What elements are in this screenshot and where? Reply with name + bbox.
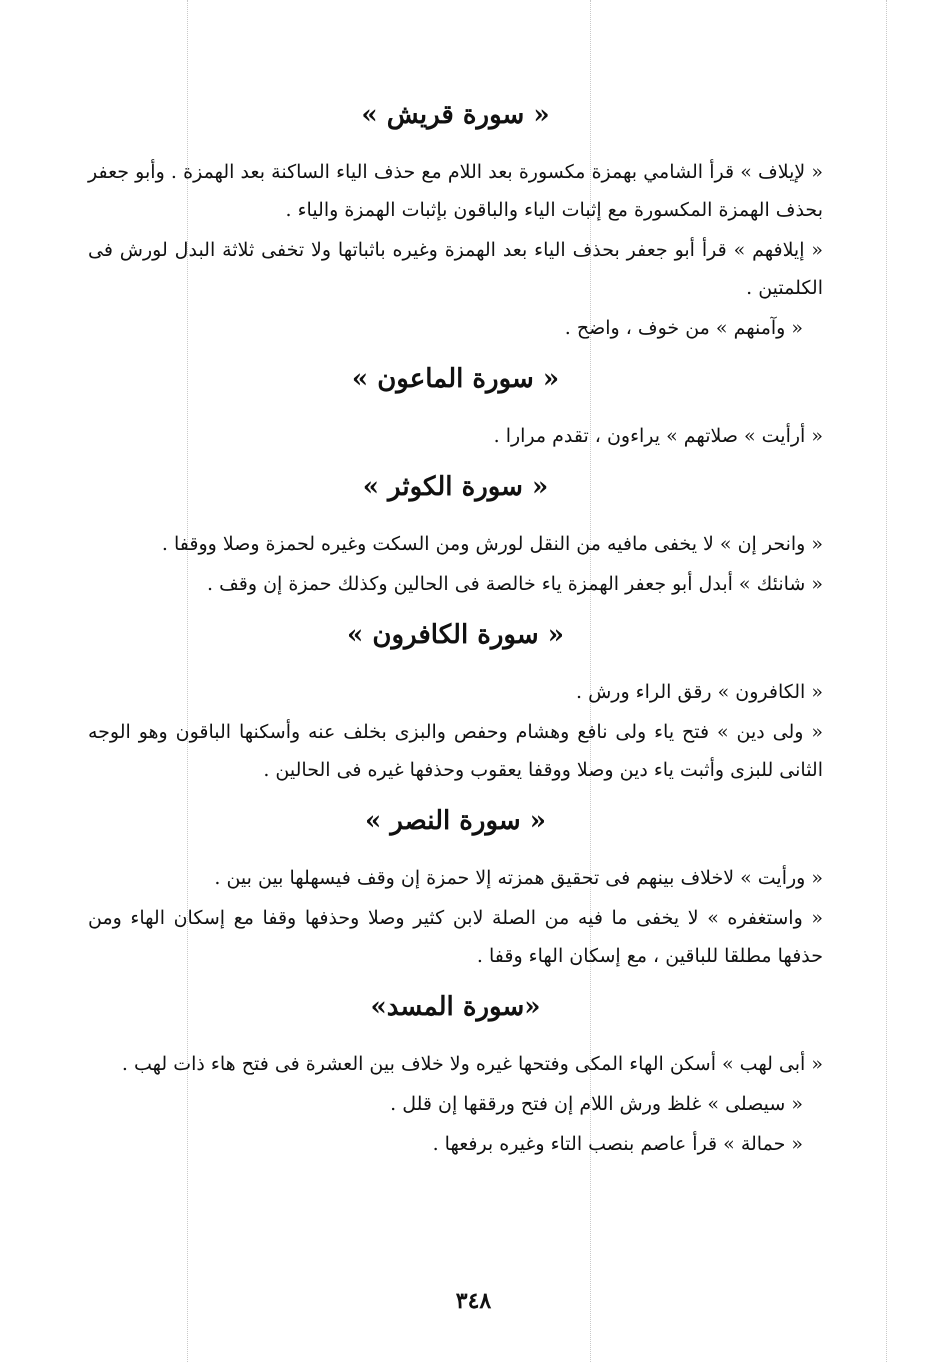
paragraph: « ولى دين » فتح ياء ولى نافع وهشام وحفص والبزى بخلف عنه وأسكنها الباقون وهو الوجه الثانى للبزى وأثبت ياء دين وصلا ووقفا يعقوب وحذفها غيره فى الحالين . — [88, 721, 823, 781]
section-maun — [88, 359, 823, 455]
section-masad — [88, 987, 823, 1163]
section-kafirun — [88, 615, 823, 789]
paragraph: « سيصلى » غلظ ورش اللام إن فتح ورققها إن قلل . — [390, 1093, 803, 1115]
paragraph: « الكافرون » رقق الراء ورش . — [576, 681, 823, 703]
section-title: « سورة الماعون » — [351, 364, 560, 394]
section-title: « سورة الكوثر » — [362, 472, 549, 502]
section-kawthar — [88, 467, 823, 603]
section-nasr — [88, 801, 823, 975]
paragraph: « حمالة » قرأ عاصم بنصب التاء وغيره برفعها . — [432, 1133, 803, 1155]
paragraph: « شانئك » أبدل أبو جعفر الهمزة ياء خالصة فى الحالين وكذلك حمزة إن وقف . — [207, 573, 823, 595]
paragraph: « ورأيت » لاخلاف بينهم فى تحقيق همزته إلا حمزة إن وقف فيسهلها بين بين . — [214, 867, 823, 889]
section-quraysh — [88, 95, 823, 347]
section-title: « سورة قريش » — [361, 100, 550, 130]
section-title: « سورة الكافرون » — [347, 620, 564, 650]
paragraph: « وآمنهم » من خوف ، واضح . — [564, 317, 803, 339]
page-content — [88, 95, 823, 1165]
section-title: «سورة المسد» — [370, 992, 541, 1022]
page-number: ٣٤٨ — [455, 1288, 492, 1314]
paragraph: « واستغفره » لا يخفى ما فيه من الصلة لابن كثير وصلا وحذفها وقفا مع إسكان الهاء ومن حذفها مطلقا للباقين ، مع إسكان الهاء وقفا . — [88, 907, 823, 967]
scan-fold-line — [886, 0, 887, 1362]
paragraph: « أبى لهب » أسكن الهاء المكى وفتحها غيره ولا خلاف بين العشرة فى فتح هاء ذات لهب . — [121, 1053, 823, 1075]
paragraph: « أرأيت » صلاتهم » يراءون ، تقدم مرارا . — [493, 425, 823, 447]
paragraph: « وانحر إن » لا يخفى مافيه من النقل لورش ومن السكت وغيره لحمزة وصلا ووقفا . — [161, 533, 823, 555]
section-title: « سورة النصر » — [365, 806, 546, 836]
paragraph: « إيلافهم » قرأ أبو جعفر بحذف الياء بعد الهمزة وغيره باثباتها ولا تخفى ثلاثة البدل لورش فى الكلمتين . — [88, 239, 823, 299]
paragraph: « لإيلاف » قرأ الشامي بهمزة مكسورة بعد اللام مع حذف الياء الساكنة بعد الهمزة . وأبو جعفر بحذف الهمزة المكسورة مع إثبات الياء والباقون بإثبات الهمزة والياء . — [88, 161, 823, 221]
